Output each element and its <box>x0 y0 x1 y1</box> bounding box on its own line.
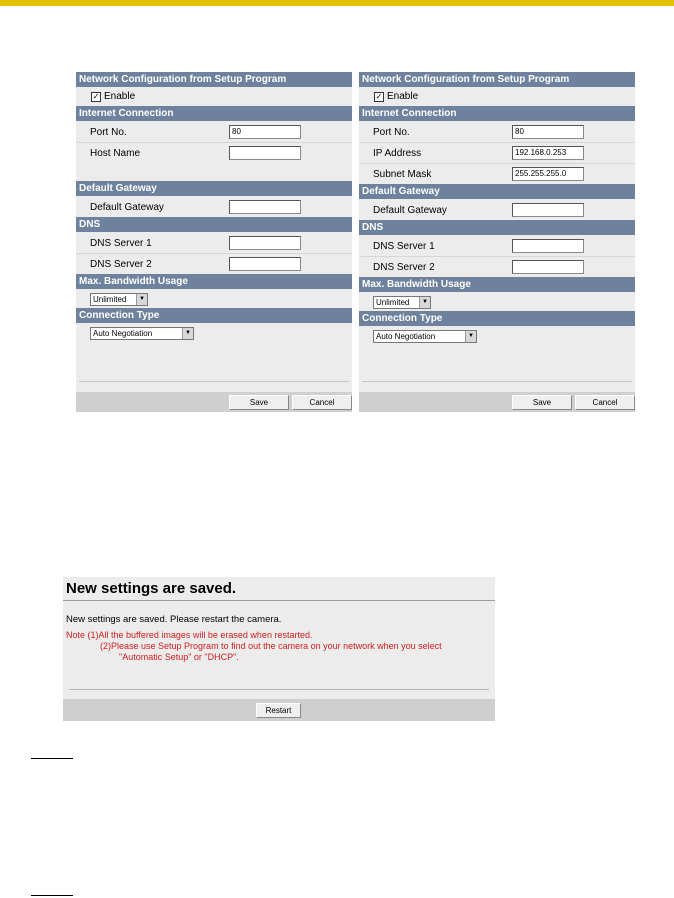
enable-label: Enable <box>387 91 419 102</box>
cancel-button[interactable]: Cancel <box>292 395 352 410</box>
dns2-row <box>76 254 352 274</box>
dialog-message: New settings are saved. Please restart the camera. <box>66 614 282 625</box>
bandwidth-row <box>76 290 352 308</box>
dns1-label: DNS Server 1 <box>373 241 435 252</box>
section-header-default-gateway: Default Gateway <box>76 181 352 196</box>
section-header-bandwidth: Max. Bandwidth Usage <box>359 277 635 292</box>
bandwidth-select[interactable] <box>90 293 148 306</box>
subnet-mask-row <box>359 164 635 184</box>
dialog-note <box>66 630 442 663</box>
dns2-label: DNS Server 2 <box>90 259 152 270</box>
ip-address-row <box>359 143 635 164</box>
chevron-down-icon: ▼ <box>465 331 476 342</box>
chevron-down-icon: ▼ <box>419 297 430 308</box>
save-button[interactable]: Save <box>229 395 289 410</box>
dns1-row <box>359 236 635 257</box>
cancel-button[interactable]: Cancel <box>575 395 635 410</box>
gateway-label: Default Gateway <box>373 205 447 216</box>
save-button[interactable]: Save <box>512 395 572 410</box>
dialog-divider <box>69 689 489 690</box>
dialog-footer <box>63 699 495 721</box>
note-heading-rule <box>31 758 73 759</box>
dns1-input[interactable] <box>229 236 301 250</box>
dns1-row <box>76 233 352 254</box>
enable-row <box>76 88 352 106</box>
gateway-label: Default Gateway <box>90 202 164 213</box>
host-name-label: Host Name <box>90 148 141 159</box>
connection-type-value: Auto Negotiation <box>376 332 436 341</box>
note-line-1: Note (1)All the buffered images will be erased when restarted. <box>66 630 313 640</box>
panel-footer <box>359 392 635 412</box>
section-header-dns: DNS <box>76 217 352 232</box>
dns2-label: DNS Server 2 <box>373 262 435 273</box>
connection-type-select[interactable] <box>373 330 477 343</box>
bandwidth-select[interactable] <box>373 296 431 309</box>
ip-address-input[interactable]: 192.168.0.253 <box>512 146 584 160</box>
section-header-default-gateway: Default Gateway <box>359 184 635 199</box>
section-header-connection-type: Connection Type <box>359 311 635 326</box>
chevron-down-icon: ▼ <box>136 294 147 305</box>
connection-type-select[interactable] <box>90 327 194 340</box>
gateway-row <box>76 197 352 217</box>
section-header-internet-connection: Internet Connection <box>359 106 635 121</box>
enable-label: Enable <box>104 91 136 102</box>
section-header-dns: DNS <box>359 220 635 235</box>
connection-row <box>76 324 352 342</box>
checkmark-icon: ✓ <box>375 92 383 101</box>
checkmark-icon: ✓ <box>92 92 100 101</box>
bandwidth-value: Unlimited <box>93 295 127 304</box>
section-header-bandwidth: Max. Bandwidth Usage <box>76 274 352 289</box>
enable-checkbox[interactable] <box>374 92 384 102</box>
subnet-mask-input[interactable]: 255.255.255.0 <box>512 167 584 181</box>
page-top-rule <box>0 0 674 6</box>
restart-button[interactable]: Restart <box>256 703 301 718</box>
gateway-input[interactable] <box>512 203 584 217</box>
dialog-title: New settings are saved. <box>63 577 495 601</box>
footer-divider <box>79 381 349 382</box>
note-line-3: "Automatic Setup" or "DHCP". <box>119 652 239 662</box>
section-header-network-config: Network Configuration from Setup Program <box>76 72 352 87</box>
network-settings-panel-left <box>76 72 352 412</box>
host-name-input[interactable] <box>229 146 301 160</box>
bandwidth-value: Unlimited <box>376 298 410 307</box>
gateway-row <box>359 200 635 220</box>
dns1-label: DNS Server 1 <box>90 238 152 249</box>
footer-divider <box>362 381 632 382</box>
enable-checkbox[interactable] <box>91 92 101 102</box>
bandwidth-row <box>359 293 635 311</box>
section-header-connection-type: Connection Type <box>76 308 352 323</box>
dns2-input[interactable] <box>512 260 584 274</box>
port-label: Port No. <box>90 127 127 138</box>
host-name-row <box>76 143 352 181</box>
dns2-input[interactable] <box>229 257 301 271</box>
chevron-down-icon: ▼ <box>182 328 193 339</box>
section-header-internet-connection: Internet Connection <box>76 106 352 121</box>
note-line-2: (2)Please use Setup Program to find out the camera on your network when you select <box>100 641 442 651</box>
port-row <box>76 122 352 143</box>
section-header-network-config: Network Configuration from Setup Program <box>359 72 635 87</box>
port-label: Port No. <box>373 127 410 138</box>
port-input[interactable]: 80 <box>229 125 301 139</box>
enable-row <box>359 88 635 106</box>
port-input[interactable]: 80 <box>512 125 584 139</box>
panel-footer <box>76 392 352 412</box>
port-row <box>359 122 635 143</box>
connection-type-value: Auto Negotiation <box>93 329 153 338</box>
network-settings-panel-right <box>359 72 635 412</box>
subnet-mask-label: Subnet Mask <box>373 169 432 180</box>
dns1-input[interactable] <box>512 239 584 253</box>
connection-row <box>359 327 635 345</box>
note-heading-rule <box>31 895 73 896</box>
gateway-input[interactable] <box>229 200 301 214</box>
settings-saved-dialog <box>63 577 495 721</box>
ip-address-label: IP Address <box>373 148 422 159</box>
dns2-row <box>359 257 635 277</box>
